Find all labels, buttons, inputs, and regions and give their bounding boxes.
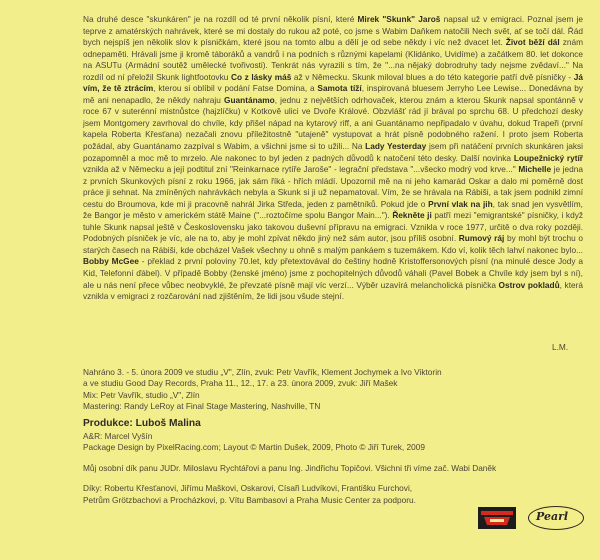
pearl-logo-text: Pearl [536, 510, 569, 523]
song-title: Mirek "Skunk" Jaroš [357, 14, 441, 24]
song-title: Lady Yesterday [365, 141, 427, 152]
thanks-line: Petrům Grötzbachovi a Procházkovi, p. Vítu Bambasovi a Praha Music Center za podporu. [83, 494, 416, 505]
spacer [83, 454, 543, 463]
pearl-logo [528, 506, 584, 530]
package-credit: Package Design by PixelRacing.com; Layout © Martin Dušek, 2009, Photo © Jiří Turek, 2009 [83, 442, 425, 453]
text-run: , inspirovaná bluesem Jerryho Lee Lewise... Donedávna by mě ani nenapadlo, že někdy nahraju [83, 83, 583, 105]
song-title: Rumový ráj [458, 233, 505, 244]
song-title: Michelle [518, 164, 552, 175]
producer-credit: Produkce: Luboš Malina [83, 417, 201, 429]
mastering-credit: Mastering: Randy LeRoy at Final Stage Mastering, Nashville, TN [83, 401, 321, 412]
author-signature: L.M. [552, 342, 569, 352]
recording-credit: Nahráno 3. - 5. února 2009 ve studiu „V", Zlín, zvuk: Petr Vavřík, Klement Jochymek a Ivo Viktorin [83, 367, 442, 377]
sponsor-logos [478, 506, 588, 530]
song-title: Loupežnický rytíř [513, 152, 583, 163]
song-title: Bobby McGee [83, 256, 139, 267]
thanks-line: Díky: Robertu Křesťanovi, Jiřímu Maškovi, Oskarovi, Císaři Ludvíkovi, Františku Furchovi, [83, 483, 413, 494]
text-run: , tak snad jen vysvětlím, že Bangor je město v americkém státě Maine ("...roztočíme spolu Bangor Main..."). [83, 198, 583, 221]
text-run: , která vznikla v emigraci z rozčarování nad zjištěním, že lidi jsou všude stejní. [83, 279, 583, 302]
song-title: Já vím, že tě ztrácím [83, 71, 584, 94]
text-run: , jednu z největších odrhovaček, kterou znám a kterou Skunk napsal spontánně v roce 67 v suterénní mistnůstce (hajzlíčku) v Kotkově ulici ve Dvoře Králové. Obzvlášť rád jí brával po sprchu 68. U předchozí desky jsem Montgomery zavrhoval do chvíle, kdy přišel nápad na kytarový riff, a ani Guantánamo nepřipadalo v úvahu, dokud Trapeři (první kapela Roberta Křesťana) nezačali znovu příležitostně "utajeně" vystupovat a hrát písně podobného ražení. I proto jsem Roberta požádal, aby Guantánamo zazpíval s Wabim, a všichni jsme si to užili... Na [83, 94, 584, 152]
recording-credit: a ve studiu Good Day Records, Praha 11., 12., 17. a 23. února 2009, zvuk: Jiří Mašek [83, 378, 398, 389]
text-run: patří mezi "emigrantské" písničky, i když tuhle Skunk napsal ještě v Československu jako takovou duševní přípravu na emigraci. Vznikla v roce 1977, určitě o dva roky později. Podobných písniček je víc, ale na to, aby je mohl zpívat někdo jiný než sám autor, jsou příliš osobní. [83, 210, 583, 244]
liner-notes-text [83, 14, 583, 303]
song-title: Řekněte ji [392, 210, 432, 221]
text-run: znám odnepaměti. Hrávali jsme ji kromě táboráků a vandrů i na podních s různými kapelami (Klidánko, Uvidíme) a začátkem 80. let dokonce na ASUTu (Armádní soutěž umělecké tvořivosti). Tenkrát nás vyrazili s tím, že "...na nějaký dobrodruhy tady nejsme zvědaví..." Na rozdíl od ní přeložil Skunk lightfootovku [83, 37, 584, 82]
exp-logo-icon [478, 507, 516, 529]
song-title: Ostrov pokladů [498, 279, 560, 290]
text-run: vznikla až v Německu a její podtitul zní "Reinkarnace rytíře Jaroše" - legrační představa "...všecko modrý vod krve..." [83, 164, 519, 175]
text-run: až v Německu. Skunk miloval blues a do této kategorie patří dvě písničky - [291, 71, 574, 82]
song-title: Guantánamo [224, 94, 275, 105]
text-run: je jedna z prvních Skunkových písní z roku 1966, jak sám říká - hřích mládí. Upozornil mě na ni jeho kamarád Oskar a dalo mi poměrně dost práce ji sehnat. Na zmíněných nahrávkách nebyla a Skunk si ji už nepamatoval. Vím, že se hrávala na Rábiši, a tak jsem podnikl zimní cestu do Broumova, kde mi ji pracovně nahrál Jirka Středa, jeden z pamětníků. Pokud jde o [83, 164, 583, 209]
text-run: napsal už v emigraci. Poznal jsem je teprve z amatérských nahrávek, které se mi dostaly do rukou až poté, co jsme s Wabim Daňkem natočili Nech svět, ať se točí dál. Řád bych nejspíš jen několik slov k písničkám, které jsou na tomto albu a dělí je od sebe někdy i víc než dvacet let. [83, 14, 583, 48]
song-title: Samota tíží [317, 83, 362, 94]
credits-block [83, 367, 543, 506]
mix-credit: Mix: Petr Vavřík, studio „V", Zlín [83, 389, 200, 400]
text-run: Na druhé desce "skunkáren" je na rozdíl od té první několik písní, které [83, 14, 358, 24]
personal-thanks: Můj osobní dík panu JUDr. Miloslavu Rychtářovi a panu Ing. Jindřichu Topičovi. Všichni tři víme zač. Wabi Daněk [83, 462, 497, 473]
song-title: Co z lásky máš [230, 71, 292, 82]
spacer [83, 474, 543, 483]
song-title: Život běží dál [505, 37, 560, 48]
text-run: by mohl být trochu o starých časech na Rábiši, kde obcházel Vašek všechny u ohně s malým pankáem s tuzemákem. Kdo ví, kolik těch lahví nakonec bylo... [83, 233, 584, 255]
text-run: jsem při natáčení prvních skunkáren jaksi pozapomněl a moc mě to mrzelo. Ale nakonec to byl jeden z padných důvodů k natočení této desky. Další novinka [83, 141, 583, 163]
text-run: - překlad z první poloviny 70.let, kdy přetextovával do češtiny hodně Kristoffersonových písní (na minulé desce Jody a Kid, Telefonní ďábel). V případě Bobby (ženské jméno) jsme z pochopitelných důvodů váhali (Pavel Bobek a Chvíle kdy jsem byl s ní), ale u nás není přece vůbec neobvyklé, že převzaté písně mají víc verzí... Výběr uzavírá melancholická písnička [83, 256, 583, 290]
ar-credit: A&R: Marcel Vyšín [83, 431, 153, 442]
song-title: První vlak na jih [428, 198, 493, 209]
text-run: , kterou si oblíbil v podání Fatse Domina, a [153, 83, 318, 94]
